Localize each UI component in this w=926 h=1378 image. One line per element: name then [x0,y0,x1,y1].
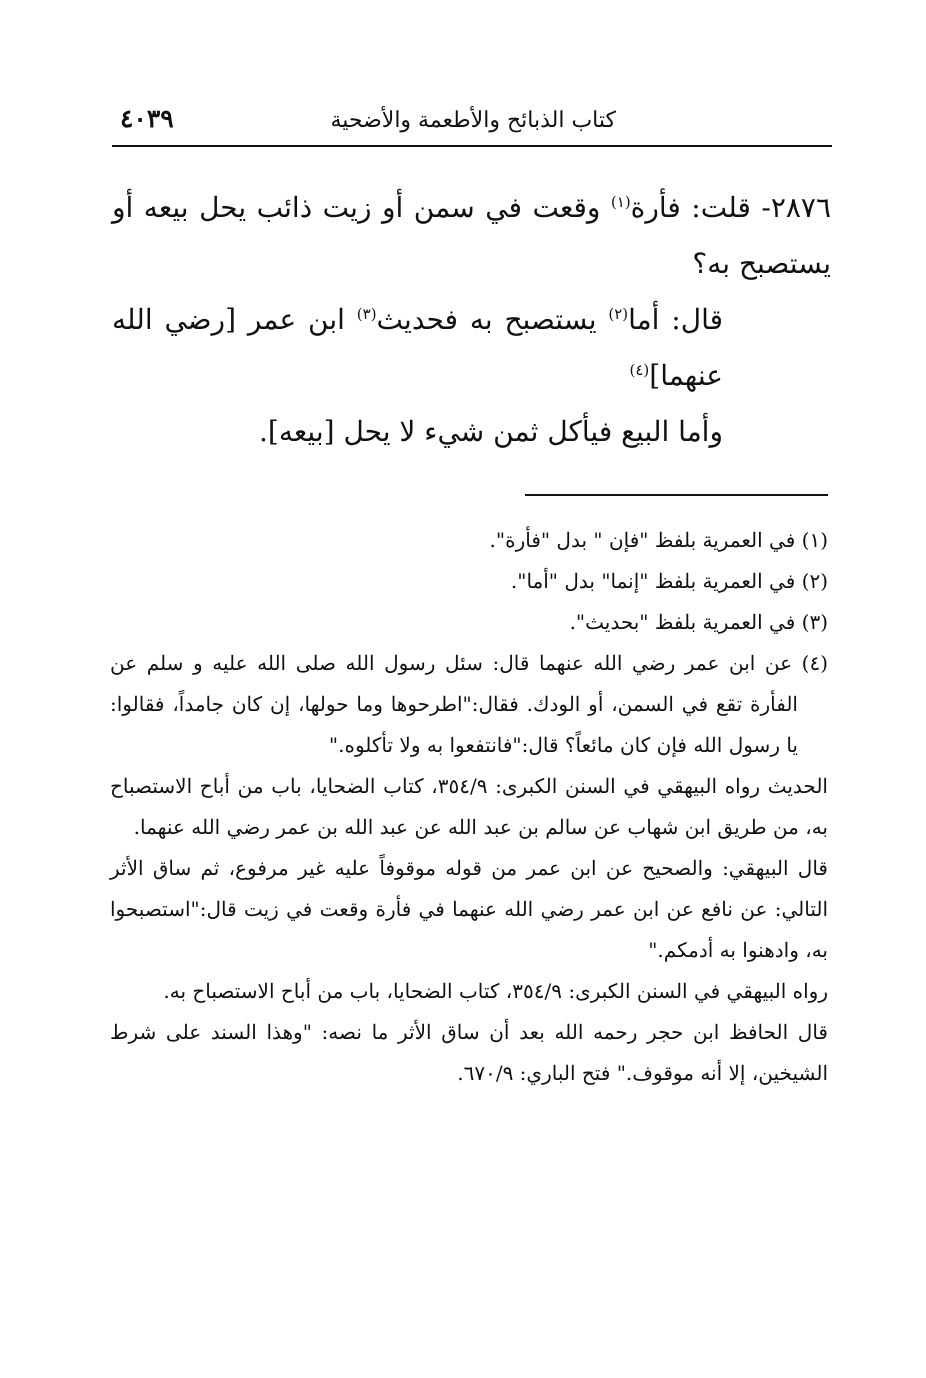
footnote-4-ibn-hajar: قال الحافظ ابن حجر رحمه الله بعد أن ساق الأثر ما نصه: "وهذا السند على شرط الشيخين، إلا أنه موقوف." فتح الباري: ٦٧٠/٩. [110,1020,828,1085]
footnote-rule [525,494,828,496]
footnote-ref-4: (٤) [629,361,650,379]
page-number: ٤٠٣٩ [120,104,174,133]
footnote-ref-3: (٣) [356,305,377,323]
question-text-start: قلت: فأرة [630,191,751,224]
header-rule [112,145,832,147]
chapter-title: كتاب الذبائح والأطعمة والأضحية [330,108,616,133]
footnote-ref-2: (٢) [608,305,629,323]
footnote-4-source: الحديث رواه البيهقي في السنن الكبرى: ٣٥٤/٩، كتاب الضحايا، باب من أباح الاستصباح به، من طريق ابن شهاب عن سالم بن عبد الله عن عبد الله بن عمر رضي الله عنهما. [110,774,828,839]
question-paragraph [112,180,831,292]
question-number: ٢٨٧٦- [750,191,831,224]
question-text-end: وقعت في سمن أو زيت ذائب يحل بيعه أو يستصبح به؟ [112,191,831,280]
footnote-2: (٢) في العمرية بلفظ "إنما" بدل "أما". [510,569,828,593]
answer-text-start: قال: أما [628,303,723,336]
footnote-4: (٤) عن ابن عمر رضي الله عنهما قال: سئل رسول الله صلى الله عليه و سلم عن الفأرة تقع في السمن، أو الودك. فقال:"اطرحوها وما حولها، إن كان جامداً، فقالوا: يا رسول الله فإن كان مائعاً؟ قال:"فانتفعوا به ولا تأكلوه." [110,651,828,757]
answer-paragraph [112,292,831,404]
answer-sale-paragraph: وأما البيع فيأكل ثمن شيء لا يحل [بيعه]. [259,415,723,448]
answer-text-end: ابن عمر [رضي الله عنهما] [112,303,723,392]
footnotes [110,520,828,1094]
answer-text-middle: يستصبح به فحديث [376,303,609,336]
footnote-4-bayhaqi: قال البيهقي: والصحيح عن ابن عمر من قوله موقوفاً عليه غير مرفوع، ثم ساق الأثر التالي: عن نافع عن ابن عمر رضي الله عنهما في فأرة وقعت في زيت قال:"استصبحوا به، وادهنوا به أدمكم." [110,856,828,962]
footnote-1: (١) في العمرية بلفظ "فإن " بدل "فأرة". [489,528,828,552]
running-header [112,104,831,144]
footnote-4-source-2: رواه البيهقي في السنن الكبرى: ٣٥٤/٩، كتاب الضحايا، باب من أباح الاستصباح به. [163,979,828,1003]
footnote-3: (٣) في العمرية بلفظ "بحديث". [569,610,828,634]
footnote-ref-1: (١) [610,193,631,211]
main-text [112,180,831,460]
